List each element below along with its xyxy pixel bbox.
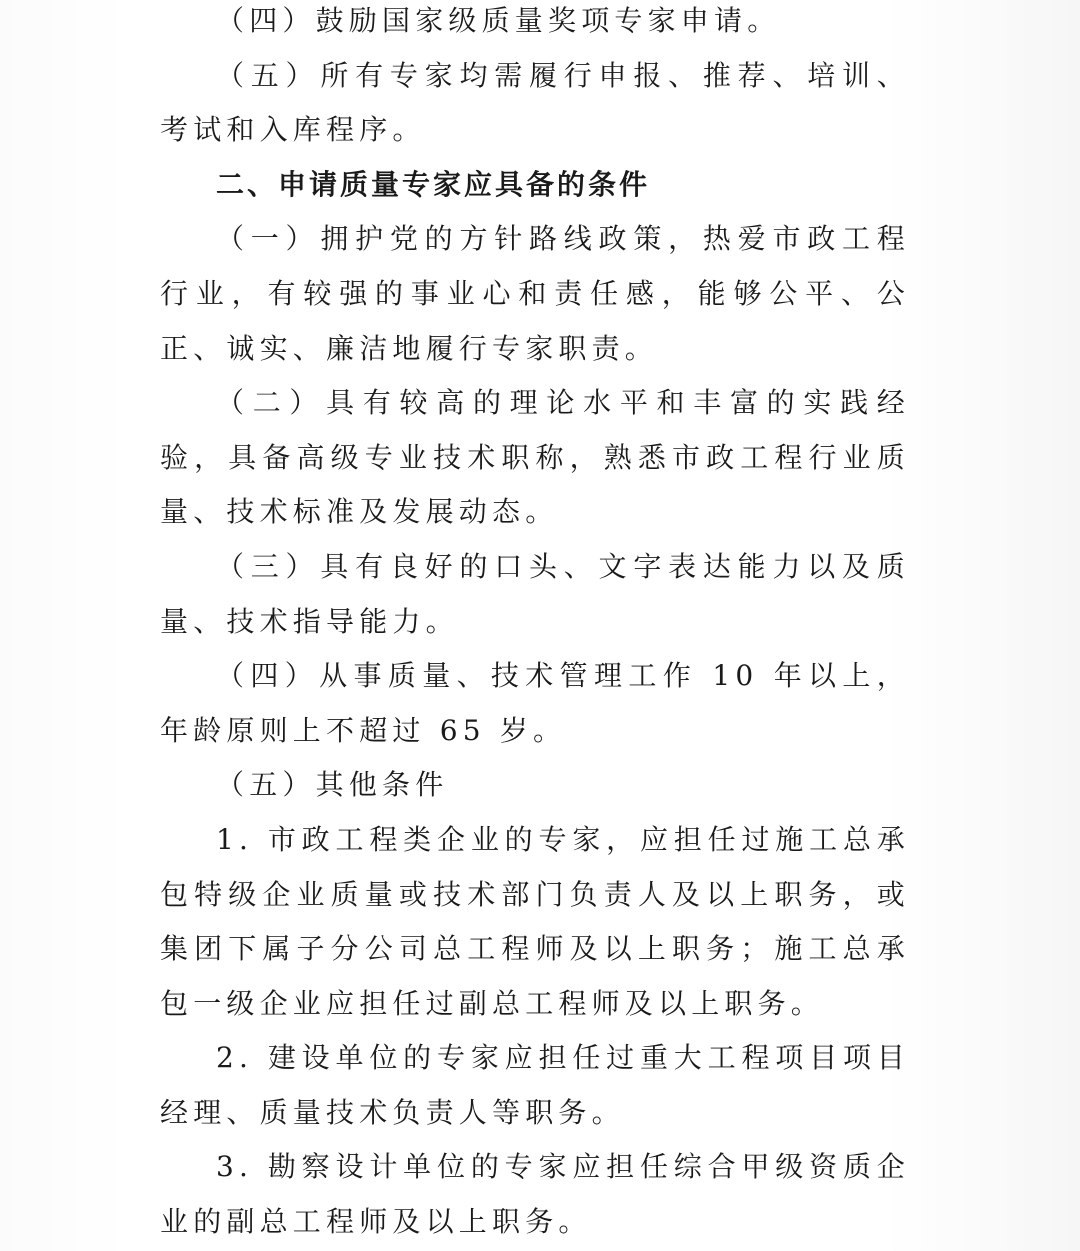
paragraph-condition-2: （二）具有较高的理论水平和丰富的实践经验，具备高级专业技术职称，熟悉市政工程行业质量、技术标准及发展动态。 bbox=[160, 386, 910, 529]
paragraph-condition-4: （四）从事质量、技术管理工作 10 年以上，年龄原则上不超过 65 岁。 bbox=[160, 659, 910, 747]
paragraph-expert-procedure: （五）所有专家均需履行申报、推荐、培训、考试和入库程序。 bbox=[160, 58, 910, 147]
section-heading-conditions: 二、申请质量专家应具备的条件 bbox=[216, 167, 651, 201]
paragraph-other-condition-2: 2. 建设单位的专家应担任过重大工程项目项目经理、质量技术负责人等职务。 bbox=[160, 1041, 910, 1129]
paragraph-condition-3: （三）具有良好的口头、文字表达能力以及质量、技术指导能力。 bbox=[160, 549, 910, 638]
paragraph-condition-5: （五）其他条件 bbox=[216, 768, 449, 802]
paragraph-condition-1: （一）拥护党的方针路线政策，热爱市政工程行业，有较强的事业心和责任感，能够公平、公正、诚实、廉洁地履行专家职责。 bbox=[160, 222, 910, 365]
paragraph-encourage-national-award: （四）鼓励国家级质量奖项专家申请。 bbox=[216, 4, 781, 37]
paragraph-other-condition-1: 1. 市政工程类企业的专家，应担任过施工总承包特级企业质量或技术部门负责人及以上职务，或集团下属子分公司总工程师及以上职务；施工总承包一级企业应担任过副总工程师及以上职务。 bbox=[160, 822, 910, 1020]
document-body bbox=[160, 0, 910, 1250]
paragraph-other-condition-3: 3. 勘察设计单位的专家应担任综合甲级资质企业的副总工程师及以上职务。 bbox=[160, 1150, 910, 1239]
